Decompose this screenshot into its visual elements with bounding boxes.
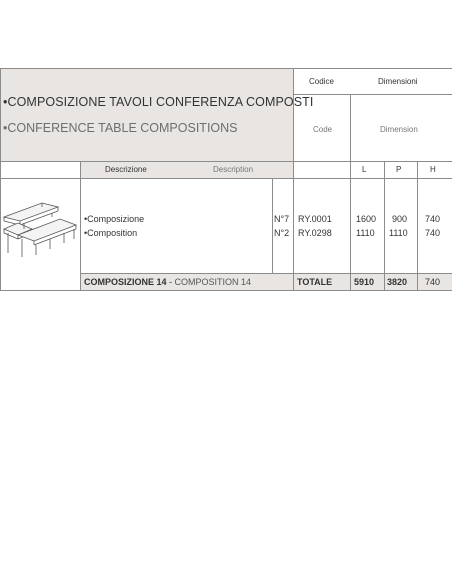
footer-top-border [80,273,452,274]
p-col-border [384,161,385,291]
total-h: 740 [425,277,441,287]
item-l-2: 1110 [356,228,375,238]
qty-col-border [272,178,273,273]
total-l: 5910 [354,277,375,287]
dimensioni-header: Dimensioni [378,77,418,86]
item-p-2: 1110 [389,228,408,238]
composition-separator: - [166,277,175,287]
item-qty-1: N°7 [274,214,290,224]
header-shade-left [0,68,293,161]
conference-table-drawing [2,195,78,260]
dimension-header: Dimension [380,125,418,134]
codice-header: Codice [309,77,334,86]
item-qty-2: N°2 [274,228,290,238]
descrizione-column-header: Descrizione [105,165,147,174]
title-english: •CONFERENCE TABLE COMPOSITIONS [3,121,238,135]
h-column-header: H [430,165,436,174]
conference-table-icon [2,195,78,260]
item-l-1: 1600 [356,214,377,224]
item-code-1: RY.0001 [298,214,332,224]
description-column-header: Description [213,165,254,174]
item-h-2: 740 [425,228,441,238]
total-label: TOTALE [297,277,333,287]
title-italian: •COMPOSIZIONE TAVOLI CONFERENZA COMPOSTI [3,95,314,109]
table-top-border [0,68,452,69]
left-border [0,68,1,291]
item-p-1: 900 [392,214,408,224]
item-name-2: •Composition [84,228,138,238]
code-header: Code [313,125,333,134]
header-mid-border [293,94,452,95]
image-col-border [80,161,81,291]
p-column-header: P [396,165,402,174]
composition-it: COMPOSIZIONE 14 [84,277,167,287]
total-p: 3820 [387,277,408,287]
l-col-border [350,94,351,291]
item-code-2: RY.0298 [298,228,332,238]
item-h-1: 740 [425,214,441,224]
l-column-header: L [362,165,367,174]
h-col-border [417,161,418,291]
item-name-1: •Composizione [84,214,145,224]
composition-en: COMPOSITION 14 [174,277,252,287]
composition-label [84,277,251,287]
